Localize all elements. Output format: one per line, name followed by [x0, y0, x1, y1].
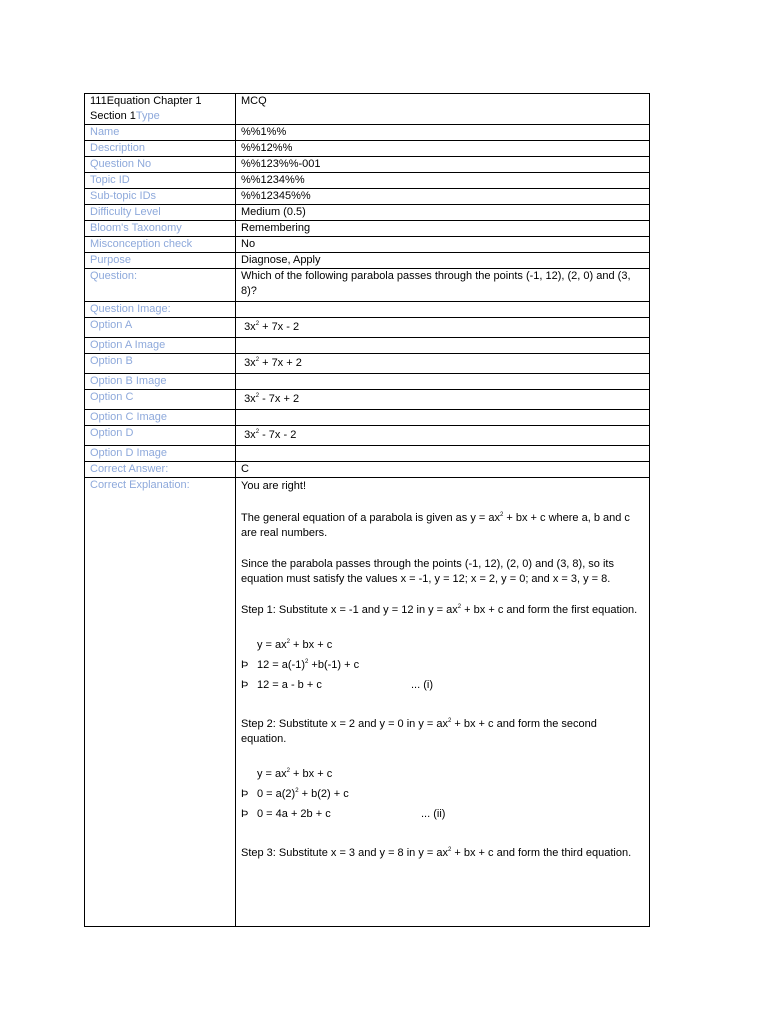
question-image-label: Question Image:	[85, 302, 236, 318]
step2-l3: 0 = 4a + 2b + c	[257, 808, 331, 820]
step2-working	[241, 767, 644, 822]
field-label-topic-id: Topic ID	[85, 173, 236, 189]
step3-eq-base: y = ax	[418, 847, 448, 859]
option-b-base: 3x	[244, 357, 256, 369]
table-row	[85, 173, 650, 189]
option-a-image-value	[236, 338, 650, 354]
field-value-purpose: Diagnose, Apply	[236, 253, 650, 269]
step2-line2	[241, 787, 644, 802]
step1-l1-base: y = ax	[257, 639, 287, 651]
step2-l1-rest: + bx + c	[290, 768, 333, 780]
implies-symbol: Þ	[241, 788, 249, 800]
option-c-image-row	[85, 410, 650, 426]
field-label-sub-topic-ids: Sub-topic IDs	[85, 189, 236, 205]
option-b-exponent: 2	[255, 357, 260, 363]
step1-l2-b: +b(-1) + c	[308, 659, 360, 671]
correct-answer-row	[85, 462, 650, 478]
question-label: Question:	[85, 269, 236, 302]
field-label-difficulty: Difficulty Level	[85, 205, 236, 221]
option-c-image-value	[236, 410, 650, 426]
option-a-base: 3x	[244, 321, 256, 333]
table-row	[85, 125, 650, 141]
option-b-image-value	[236, 374, 650, 390]
step1-tag: ... (i)	[411, 679, 433, 691]
step1-l1-rest: + bx + c	[290, 639, 333, 651]
step2-l1-exp: 2	[286, 768, 290, 774]
correct-answer-label: Correct Answer:	[85, 462, 236, 478]
option-a-value	[236, 318, 650, 338]
option-a-label: Option A	[85, 318, 236, 338]
option-d-image-label: Option D Image	[85, 446, 236, 462]
header-row	[85, 94, 650, 125]
step1-eq-base: y = ax	[428, 604, 458, 616]
field-value-name: %%1%%	[236, 125, 650, 141]
table-row	[85, 141, 650, 157]
question-metadata-table	[84, 93, 650, 927]
type-value: MCQ	[236, 94, 650, 125]
general-eq-text-b: where a, b and c are real numbers.	[241, 512, 630, 539]
step2-tag: ... (ii)	[421, 808, 446, 820]
option-d-exponent: 2	[255, 429, 260, 435]
field-value-difficulty: Medium (0.5)	[236, 205, 650, 221]
step2-instruction	[241, 717, 644, 747]
step2-text-b: and form the second equation.	[241, 718, 597, 745]
option-b-image-label: Option B Image	[85, 374, 236, 390]
option-c-base: 3x	[244, 393, 256, 405]
equation-chapter-text: 111Equation Chapter 1	[90, 95, 202, 107]
type-label: Type	[135, 110, 160, 122]
option-a-image-row	[85, 338, 650, 354]
step1-text-a: Step 1: Substitute x = -1 and y = 12 in	[241, 604, 429, 616]
question-image-value	[236, 302, 650, 318]
step2-eq-exp: 2	[448, 718, 452, 724]
field-label-blooms: Bloom's Taxonomy	[85, 221, 236, 237]
option-d-row	[85, 426, 650, 446]
option-d-rest: - 7x - 2	[259, 429, 297, 441]
option-a-row	[85, 318, 650, 338]
option-d-label: Option D	[85, 426, 236, 446]
general-eq-formula	[470, 512, 545, 524]
option-d-base: 3x	[244, 429, 256, 441]
section-text: Section 1	[90, 110, 136, 122]
option-c-image-label: Option C Image	[85, 410, 236, 426]
option-c-row	[85, 390, 650, 410]
table-row	[85, 253, 650, 269]
step1-eq-exp: 2	[457, 604, 462, 610]
step1-l1-exp: 2	[286, 639, 290, 645]
step2-l2-a: 0 = a(2)	[257, 788, 296, 800]
step2-l2-b: + b(2) + c	[298, 788, 349, 800]
correct-answer-value: C	[236, 462, 650, 478]
field-label-name: Name	[85, 125, 236, 141]
table-row	[85, 189, 650, 205]
explanation-general-equation	[241, 511, 644, 541]
step2-line3	[241, 807, 644, 822]
explanation-points: Since the parabola passes through the points (-1, 12), (2, 0) and (3, 8), so its equation must satisfy the values x = -1, y = 12; x = 2, y = 0; and x = 3, y = 8.	[241, 558, 614, 585]
step3-eq-rest: + bx + c	[451, 847, 494, 859]
option-d-image-row	[85, 446, 650, 462]
option-b-row	[85, 354, 650, 374]
step1-line2	[241, 658, 644, 673]
step2-l2-exp: 2	[295, 788, 299, 794]
option-c-rest: - 7x + 2	[259, 393, 300, 405]
header-label-cell	[85, 94, 236, 125]
general-eq-text-a: The general equation of a parabola is given as	[241, 512, 471, 524]
option-d-value	[236, 426, 650, 446]
step2-line1	[257, 767, 644, 782]
general-eq-exp: 2	[499, 512, 504, 518]
step1-l2-exp: 2	[305, 659, 309, 665]
step1-working	[241, 638, 644, 693]
option-c-label: Option C	[85, 390, 236, 410]
step3-text-b: and form the third equation.	[493, 847, 632, 859]
table-row	[85, 237, 650, 253]
step1-line3	[241, 678, 644, 693]
implies-symbol: Þ	[241, 808, 249, 820]
field-value-question-no: %%123%%-001	[236, 157, 650, 173]
step1-eq-rest: + bx + c	[461, 604, 504, 616]
implies-symbol: Þ	[241, 679, 249, 691]
step1-l2-a: 12 = a(-1)	[257, 659, 305, 671]
step2-l1-base: y = ax	[257, 768, 287, 780]
field-value-sub-topic-ids: %%12345%%	[236, 189, 650, 205]
option-b-image-row	[85, 374, 650, 390]
step1-instruction	[241, 603, 644, 618]
field-label-misconception: Misconception check	[85, 237, 236, 253]
field-value-description: %%12%%	[236, 141, 650, 157]
option-a-exponent: 2	[255, 321, 260, 327]
explanation-intro: You are right!	[241, 480, 307, 492]
option-a-image-label: Option A Image	[85, 338, 236, 354]
option-d-image-value	[236, 446, 650, 462]
step2-eq-base: y = ax	[418, 718, 448, 730]
option-c-exponent: 2	[255, 393, 260, 399]
option-c-value	[236, 390, 650, 410]
field-label-description: Description	[85, 141, 236, 157]
field-value-misconception: No	[236, 237, 650, 253]
field-value-blooms: Remembering	[236, 221, 650, 237]
explanation-body	[236, 478, 650, 927]
option-a-rest: + 7x - 2	[259, 321, 300, 333]
step1-l3: 12 = a - b + c	[257, 679, 322, 691]
question-row	[85, 269, 650, 302]
field-label-question-no: Question No	[85, 157, 236, 173]
table-row	[85, 157, 650, 173]
table-row	[85, 221, 650, 237]
field-label-purpose: Purpose	[85, 253, 236, 269]
step3-eq-exp: 2	[448, 847, 452, 853]
step2-eq-rest: + bx + c	[451, 718, 494, 730]
general-eq-base: y = ax	[470, 512, 500, 524]
explanation-row	[85, 478, 650, 927]
question-image-row	[85, 302, 650, 318]
step3-text-a: Step 3: Substitute x = 3 and y = 8 in	[241, 847, 419, 859]
option-b-rest: + 7x + 2	[259, 357, 302, 369]
question-text: Which of the following parabola passes through the points (-1, 12), (2, 0) and (3, 8)?	[236, 269, 650, 302]
table-row	[85, 205, 650, 221]
option-b-value	[236, 354, 650, 374]
explanation-label: Correct Explanation:	[85, 478, 236, 927]
implies-symbol: Þ	[241, 659, 249, 671]
step1-line1	[257, 638, 644, 653]
step3-instruction	[241, 846, 644, 861]
option-b-label: Option B	[85, 354, 236, 374]
field-value-topic-id: %%1234%%	[236, 173, 650, 189]
step2-text-a: Step 2: Substitute x = 2 and y = 0 in	[241, 718, 419, 730]
step1-text-b: and form the first equation.	[503, 604, 638, 616]
general-eq-rest: + bx + c	[503, 512, 546, 524]
